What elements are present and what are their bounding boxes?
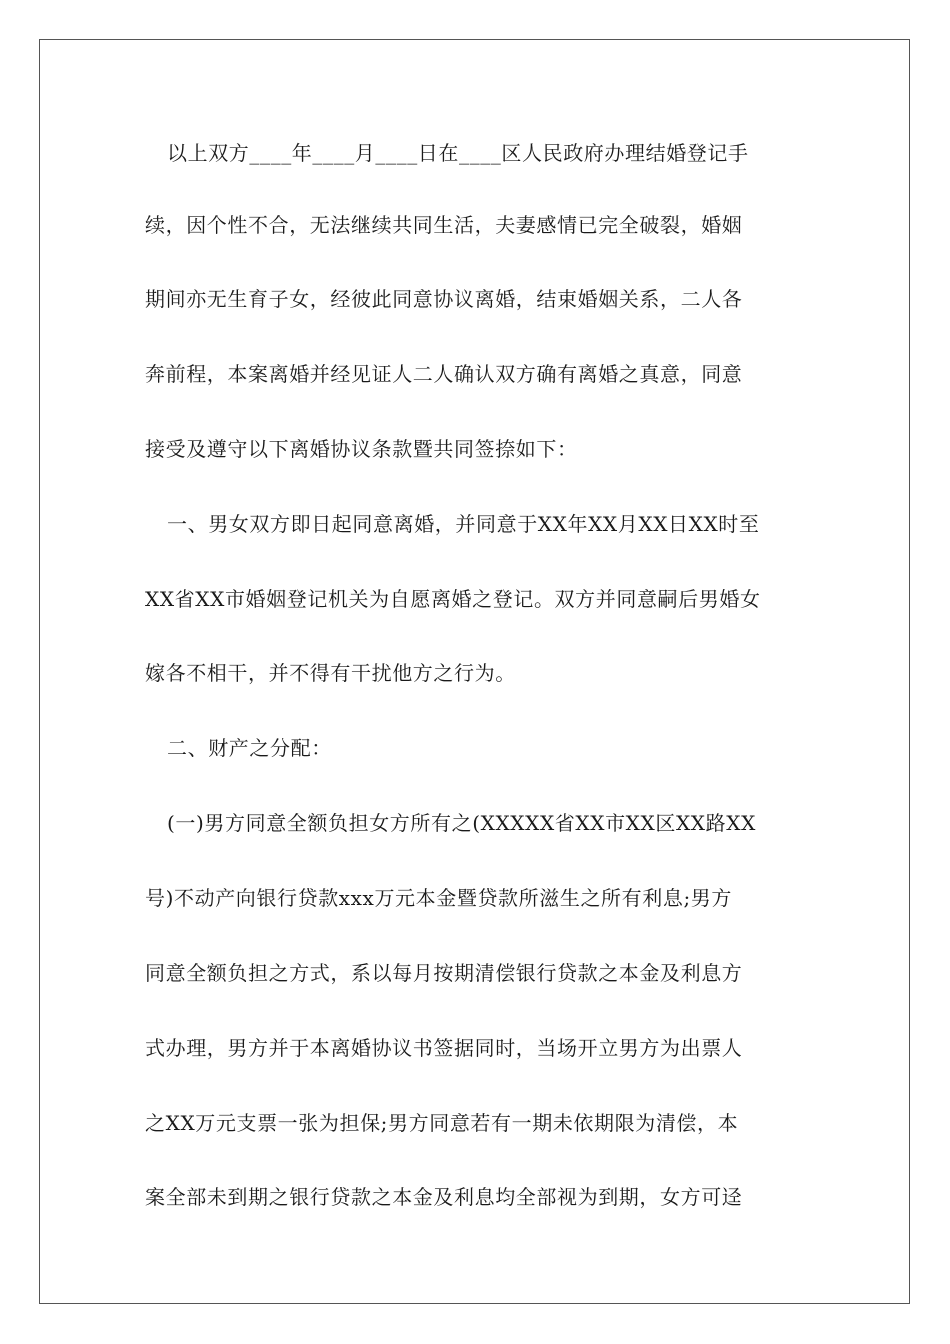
paragraph-1-line-1: 以上双方____年____月____日在____区人民政府办理结婚登记手 <box>167 141 749 165</box>
clause-2-item-1-line-2: 号)不动产向银行贷款xxx万元本金暨贷款所滋生之所有利息;男方 <box>145 886 732 910</box>
clause-2-item-1-line-6: 案全部未到期之银行贷款之本金及利息均全部视为到期，女方可迳 <box>145 1185 743 1209</box>
clause-2-item-1-line-4: 式办理，男方并于本离婚协议书签据同时，当场开立男方为出票人 <box>145 1036 743 1060</box>
clause-1-line-2: XX省XX市婚姻登记机关为自愿离婚之登记。双方并同意嗣后男婚女 <box>145 587 761 611</box>
paragraph-1-line-4: 奔前程，本案离婚并经见证人二人确认双方确有离婚之真意，同意 <box>145 362 743 386</box>
clause-1-line-1: 一、男女双方即日起同意离婚，并同意于XX年XX月XX日XX时至 <box>167 512 760 536</box>
paragraph-1-line-3: 期间亦无生育子女，经彼此同意协议离婚，结束婚姻关系，二人各 <box>145 287 743 311</box>
clause-2-item-1-line-5: 之XX万元支票一张为担保;男方同意若有一期未依期限为清偿，本 <box>145 1111 739 1135</box>
clause-1-line-3: 嫁各不相干，并不得有干扰他方之行为。 <box>145 661 516 685</box>
clause-2-item-1-line-1: (一)男方同意全额负担女方所有之(XXXXX省XX市XX区XX路XX <box>167 811 756 835</box>
paragraph-1-line-2: 续，因个性不合，无法继续共同生活，夫妻感情已完全破裂，婚姻 <box>145 213 743 237</box>
clause-2-heading: 二、财产之分配： <box>167 736 332 760</box>
paragraph-1-line-5: 接受及遵守以下离婚协议条款暨共同签捺如下： <box>145 437 578 461</box>
clause-2-item-1-line-3: 同意全额负担之方式，系以每月按期清偿银行贷款之本金及利息方 <box>145 961 743 985</box>
